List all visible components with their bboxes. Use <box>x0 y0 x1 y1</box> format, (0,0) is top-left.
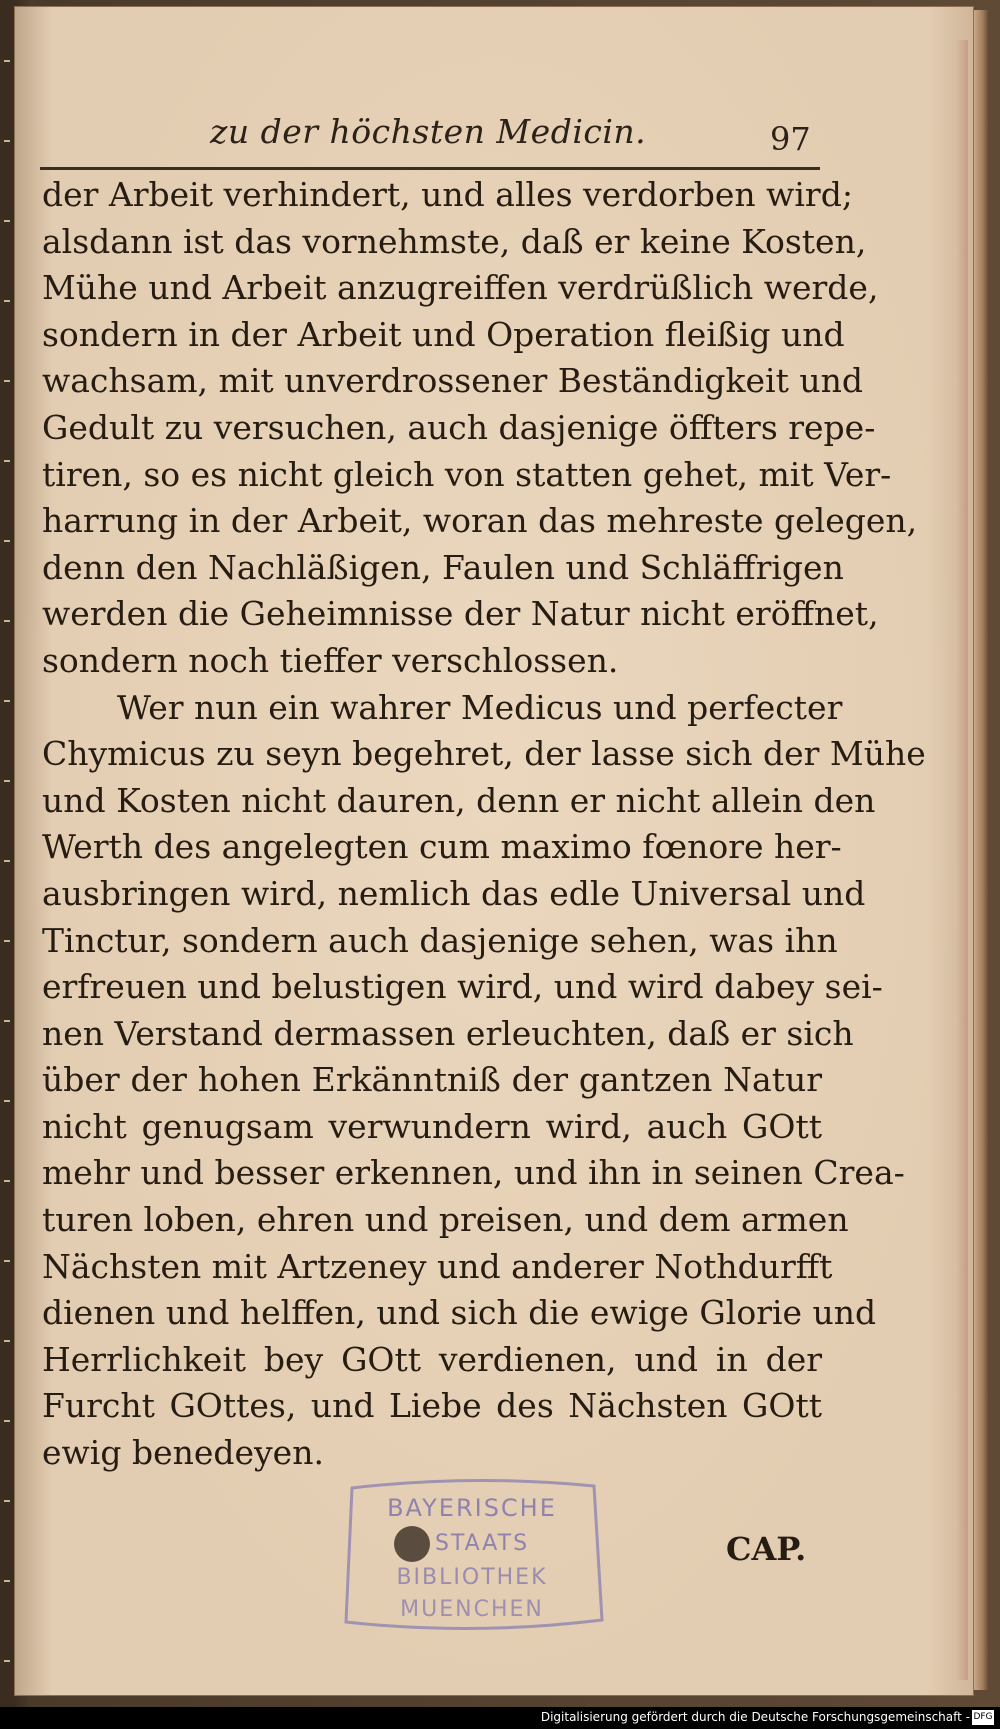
text-line: Wer nun ein wahrer Medicus und perfecter <box>117 687 843 727</box>
text-line: Mühe und Arbeit anzugreiffen verdrüßlich werde, <box>42 268 879 308</box>
body-text <box>42 172 926 1477</box>
text-line: ewig benedeyen. <box>42 1433 324 1473</box>
text-line: wachsam, mit unverdrossener Beständigkeit und <box>42 361 863 401</box>
svg-text:MUENCHEN: MUENCHEN <box>400 1597 544 1622</box>
library-stamp <box>332 1470 612 1640</box>
ruler-tick <box>4 1500 10 1502</box>
text-line: Chymicus zu seyn begehret, der lasse sich der Mühe <box>42 734 926 774</box>
ruler-tick <box>4 60 10 62</box>
text-line: Herrlichkeit bey GOtt verdienen, und in der <box>42 1339 822 1379</box>
text-line: ausbringen wird, nemlich das edle Universal und <box>42 873 866 913</box>
text-line: werden die Geheimnisse der Natur nicht eröffnet, <box>42 594 879 634</box>
text-line: turen loben, ehren und preisen, und dem armen <box>42 1200 849 1240</box>
text-line: tiren, so es nicht gleich von statten gehet, mit Ver- <box>42 454 892 494</box>
text-line: Furcht GOttes, und Liebe des Nächsten GOtt <box>42 1386 822 1426</box>
text-line: Gedult zu versuchen, auch dasjenige öffters repe- <box>42 407 876 447</box>
text-line: alsdann ist das vornehmste, daß er keine Kosten, <box>42 221 867 261</box>
page-number: 97 <box>770 120 811 158</box>
header-rule <box>40 167 820 170</box>
text-line: Nächsten mit Artzeney und anderer Nothdurfft <box>42 1246 833 1286</box>
text-line: denn den Nachläßigen, Faulen und Schläffrigen <box>42 547 844 587</box>
text-line: dienen und helffen, und sich die ewige Glorie und <box>42 1293 877 1333</box>
ruler-tick <box>4 220 10 222</box>
ruler-tick <box>4 1580 10 1582</box>
page-header <box>40 108 820 158</box>
ruler-tick <box>4 1020 10 1022</box>
ruler-tick <box>4 1260 10 1262</box>
dfg-logo: DFG <box>972 1710 994 1725</box>
svg-text:STAATS: STAATS <box>434 1531 530 1556</box>
library-stamp-graphic <box>332 1470 612 1640</box>
text-line: und Kosten nicht dauren, denn er nicht allein den <box>42 780 876 820</box>
ruler-tick <box>4 940 10 942</box>
ruler-tick <box>4 1180 10 1182</box>
ruler-tick <box>4 620 10 622</box>
digitization-credit: Digitalisierung gefördert durch die Deutsche Forschungsgemeinschaft - <box>540 1710 970 1724</box>
book-page-edge <box>974 10 988 1690</box>
ruler-tick <box>4 1100 10 1102</box>
scan-ruler <box>0 0 14 1729</box>
text-line: nicht genugsam verwundern wird, auch GOtt <box>42 1106 822 1146</box>
text-line: über der hohen Erkänntniß der gantzen Natur <box>42 1060 822 1100</box>
running-head: zu der höchsten Medicin. <box>210 112 647 151</box>
ruler-tick <box>4 380 10 382</box>
ruler-tick <box>4 300 10 302</box>
text-line: erfreuen und belustigen wird, und wird dabey sei- <box>42 967 883 1007</box>
text-line: harrung in der Arbeit, woran das mehreste gelegen, <box>42 501 918 541</box>
text-line: Tinctur, sondern auch dasjenige sehen, was ihn <box>42 920 838 960</box>
ruler-tick <box>4 700 10 702</box>
ruler-tick <box>4 780 10 782</box>
ruler-tick <box>4 1420 10 1422</box>
svg-text:BAYERISCHE: BAYERISCHE <box>387 1494 557 1522</box>
ruler-tick <box>4 860 10 862</box>
text-line: sondern in der Arbeit und Operation fleißig und <box>42 314 845 354</box>
ruler-tick <box>4 140 10 142</box>
ruler-tick <box>4 1340 10 1342</box>
catchword: CAP. <box>726 1530 807 1568</box>
text-line: nen Verstand dermassen erleuchten, daß er sich <box>42 1013 854 1053</box>
ruler-tick <box>4 540 10 542</box>
text-line: der Arbeit verhindert, und alles verdorben wird; <box>42 175 853 214</box>
svg-text:BIBLIOTHEK: BIBLIOTHEK <box>396 1565 548 1590</box>
ruler-tick <box>4 460 10 462</box>
ruler-tick <box>4 1660 10 1662</box>
page-edge-shadow <box>956 40 968 1680</box>
text-line: sondern noch tieffer verschlossen. <box>42 640 619 680</box>
text-line: mehr und besser erkennen, und ihn in seinen Crea- <box>42 1153 905 1193</box>
text-line: Werth des angelegten cum maximo fœnore her- <box>42 827 842 867</box>
